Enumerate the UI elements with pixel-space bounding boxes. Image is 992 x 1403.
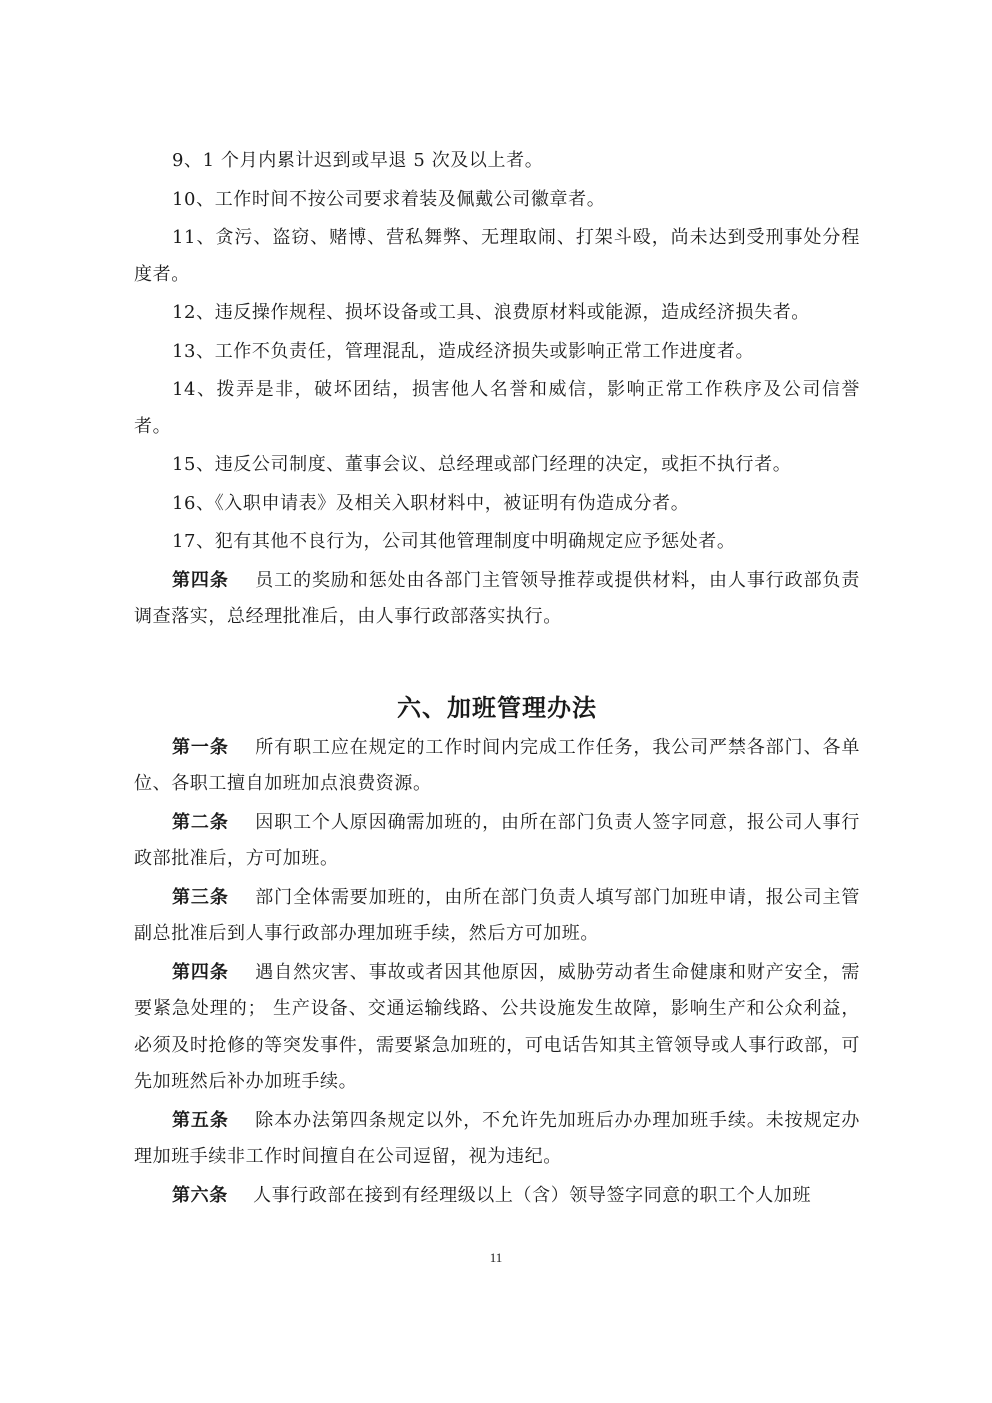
section-title: 六、加班管理办法: [397, 693, 597, 722]
article-label: 第六条: [172, 1184, 228, 1206]
article-text: 遇自然灾害、事故或者因其他原因，威胁劳动者生命健康和财产安全，需要紧急处理的； 生产设备、交通运输线路、公共设施发生故障，影响生产和公众利益，必须及时抢修的等突发事件，需要紧急加班的，可电话告知其主管领导或人事行政部，可先加班然后补办加班手续。: [134, 961, 860, 1092]
article-text: 员工的奖励和惩处由各部门主管领导推荐或提供材料，由人事行政部负责调查落实，总经理批准后，由人事行政部落实执行。: [134, 569, 860, 627]
article-text: 部门全体需要加班的，由所在部门负责人填写部门加班申请，报公司主管副总批准后到人事行政部办理加班手续，然后方可加班。: [134, 886, 860, 944]
article-text: 所有职工应在规定的工作时间内完成工作任务，我公司严禁各部门、各单位、各职工擅自加班加点浪费资源。: [134, 736, 860, 794]
overtime-article-6: [134, 1178, 860, 1215]
list-item-9: 9、1 个月内累计迟到或早退 5 次及以上者。: [172, 150, 544, 171]
article-label: 第三条: [172, 886, 229, 908]
article-label: 第四条: [172, 569, 229, 591]
list-item-13: 13、工作不负责任，管理混乱，造成经济损失或影响正常工作进度者。: [172, 340, 755, 362]
overtime-article-5: [134, 1103, 860, 1176]
list-item-10: 10、工作时间不按公司要求着装及佩戴公司徽章者。: [172, 188, 606, 210]
list-item-15: 15、违反公司制度、董事会议、总经理或部门经理的决定，或拒不执行者。: [172, 454, 792, 475]
list-item-14: 14、拨弄是非，破坏团结，损害他人名誉和威信，影响正常工作秩序及公司信誉者。: [134, 379, 860, 437]
overtime-article-4: [134, 955, 860, 1101]
list-item-17: 17、犯有其他不良行为，公司其他管理制度中明确规定应予惩处者。: [172, 531, 736, 552]
list-item-12: 12、违反操作规程、损坏设备或工具、浪费原材料或能源，造成经济损失者。: [172, 302, 810, 323]
overtime-article-3: [134, 880, 860, 953]
article-label: 第五条: [172, 1109, 229, 1131]
page-content: [134, 143, 860, 1216]
article-label: 第一条: [172, 736, 229, 758]
article-text: 人事行政部在接到有经理级以上（含）领导签字同意的职工个人加班: [253, 1184, 812, 1206]
article-text: 因职工个人原因确需加班的，由所在部门负责人签字同意，报公司人事行政部批准后，方可加班。: [134, 811, 860, 869]
list-item-11: 11、贪污、盗窃、赌博、营私舞弊、无理取闹、打架斗殴，尚未达到受刑事处分程度者。: [134, 227, 860, 285]
overtime-article-1: [134, 730, 860, 803]
list-item-16: 16、《入职申请表》及相关入职材料中，被证明有伪造成分者。: [172, 492, 690, 514]
overtime-article-2: [134, 805, 860, 878]
article-label: 第二条: [172, 811, 229, 833]
article-4-reward-punishment: [134, 563, 860, 636]
article-label: 第四条: [172, 961, 229, 983]
article-text: 除本办法第四条规定以外，不允许先加班后办办理加班手续。未按规定办理加班手续非工作时间擅自在公司逗留，视为违纪。: [134, 1109, 860, 1167]
page-number: 11: [489, 1250, 503, 1265]
